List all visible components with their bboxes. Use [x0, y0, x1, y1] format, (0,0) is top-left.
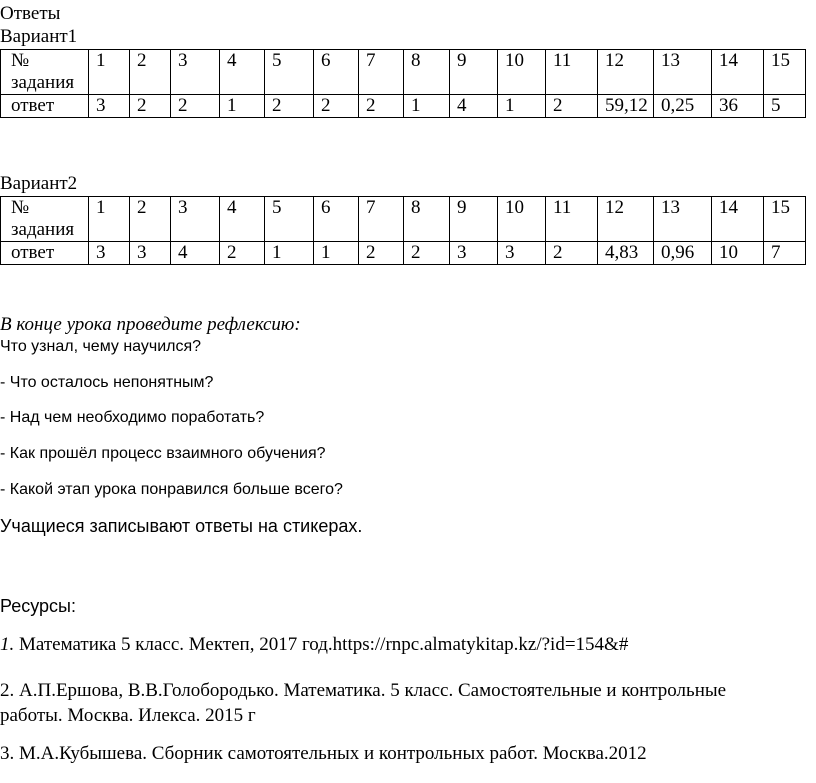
variant2-answer-cell: 2 — [404, 242, 450, 265]
variant1-answer-label: ответ — [1, 95, 89, 118]
reflection-title: В конце урока проведите рефлексию: — [0, 314, 301, 335]
variant2-table — [0, 196, 806, 265]
variant1-answer-cell: 0,25 — [654, 95, 712, 118]
variant1-number-cell: 4 — [220, 50, 265, 95]
resource-item-number: 1. — [0, 634, 15, 655]
variant2-number-cell: 7 — [359, 197, 404, 242]
variant2-number-cell: 5 — [265, 197, 314, 242]
variant1-answer-cell: 1 — [220, 95, 265, 118]
reflection-question: - Как прошёл процесс взаимного обучения? — [0, 445, 326, 462]
answers-heading: Ответы — [0, 3, 61, 24]
variant2-number-cell: 9 — [450, 197, 498, 242]
variant1-answer-cell: 2 — [359, 95, 404, 118]
variant2-number-cell: 15 — [764, 197, 806, 242]
variant2-answer-cell: 4 — [171, 242, 220, 265]
variant1-header-label — [1, 50, 89, 95]
variant1-answer-cell: 3 — [89, 95, 130, 118]
resource-item-text: Математика 5 класс. Мектеп, 2017 год.https://rnpc.almatykitap.kz/?id=154&# — [14, 634, 629, 655]
variant1-answer-cell: 5 — [764, 95, 806, 118]
variant2-answer-cell: 1 — [314, 242, 359, 265]
variant1-answer-cell: 1 — [404, 95, 450, 118]
variant1-answer-cell: 2 — [546, 95, 598, 118]
variant2-answer-cell: 0,96 — [654, 242, 712, 265]
reflection-question: - Над чем необходимо поработать? — [0, 409, 265, 426]
task-label: задания — [11, 72, 75, 93]
number-sign: № — [11, 50, 30, 71]
resources-title: Ресурсы: — [0, 596, 76, 616]
variant2-number-cell: 11 — [546, 197, 598, 242]
variant1-number-cell: 8 — [404, 50, 450, 95]
variant2-answer-cell: 3 — [130, 242, 171, 265]
variant1-table — [0, 49, 806, 118]
variant1-number-cell: 9 — [450, 50, 498, 95]
variant1-number-row — [1, 50, 806, 95]
variant2-answer-cell: 4,83 — [598, 242, 654, 265]
reflection-question: - Какой этап урока понравился больше всего? — [0, 481, 343, 498]
variant1-number-cell: 2 — [130, 50, 171, 95]
variant1-answer-cell: 2 — [171, 95, 220, 118]
variant2-answer-cell: 3 — [450, 242, 498, 265]
variant2-answer-row — [1, 242, 806, 265]
variant2-number-cell: 1 — [89, 197, 130, 242]
variant1-answer-cell: 2 — [314, 95, 359, 118]
variant1-answer-cell: 59,12 — [598, 95, 654, 118]
variant2-number-cell: 3 — [171, 197, 220, 242]
variant2-number-cell: 12 — [598, 197, 654, 242]
variant1-number-cell: 13 — [654, 50, 712, 95]
variant2-number-cell: 8 — [404, 197, 450, 242]
variant2-number-row — [1, 197, 806, 242]
variant1-number-cell: 7 — [359, 50, 404, 95]
variant2-number-cell: 4 — [220, 197, 265, 242]
variant1-number-cell: 1 — [89, 50, 130, 95]
variant2-answer-cell: 3 — [498, 242, 546, 265]
variant1-answer-cell: 36 — [712, 95, 764, 118]
variant2-answer-label: ответ — [1, 242, 89, 265]
task-label: задания — [11, 219, 75, 240]
variant2-title: Вариант2 — [0, 173, 78, 194]
variant2-answer-cell: 2 — [546, 242, 598, 265]
variant2-number-cell: 6 — [314, 197, 359, 242]
resource-item-3: 3. М.А.Кубышева. Сборник самотоятельных и контрольных работ. Москва.2012 — [0, 743, 647, 764]
variant1-number-cell: 14 — [712, 50, 764, 95]
resource-item-2-line2: работы. Москва. Илекса. 2015 г — [0, 705, 256, 726]
variant2-number-cell: 2 — [130, 197, 171, 242]
variant2-answer-cell: 2 — [220, 242, 265, 265]
variant1-number-cell: 15 — [764, 50, 806, 95]
variant2-number-cell: 10 — [498, 197, 546, 242]
variant1-number-cell: 11 — [546, 50, 598, 95]
resource-item-2-line1: 2. А.П.Ершова, В.В.Голобородько. Математика. 5 класс. Самостоятельные и контрольные — [0, 680, 727, 701]
variant2-answer-cell: 10 — [712, 242, 764, 265]
variant1-number-cell: 5 — [265, 50, 314, 95]
variant1-number-cell: 6 — [314, 50, 359, 95]
variant1-title: Вариант1 — [0, 26, 78, 47]
variant1-answer-cell: 1 — [498, 95, 546, 118]
reflection-question: - Что осталось непонятным? — [0, 374, 214, 391]
variant2-answer-cell: 3 — [89, 242, 130, 265]
variant1-answer-cell: 4 — [450, 95, 498, 118]
resource-item-1 — [0, 634, 628, 656]
variant2-number-cell: 13 — [654, 197, 712, 242]
variant2-number-cell: 14 — [712, 197, 764, 242]
variant1-number-cell: 10 — [498, 50, 546, 95]
variant2-answer-cell: 1 — [265, 242, 314, 265]
variant2-header-label — [1, 197, 89, 242]
variant1-number-cell: 12 — [598, 50, 654, 95]
variant1-number-cell: 3 — [171, 50, 220, 95]
variant1-answer-cell: 2 — [130, 95, 171, 118]
variant1-answer-cell: 2 — [265, 95, 314, 118]
variant2-answer-cell: 7 — [764, 242, 806, 265]
reflection-question: Что узнал, чему научился? — [0, 338, 202, 355]
number-sign: № — [11, 197, 30, 218]
reflection-note: Учащиеся записывают ответы на стикерах. — [0, 516, 363, 536]
variant1-answer-row — [1, 95, 806, 118]
variant2-answer-cell: 2 — [359, 242, 404, 265]
